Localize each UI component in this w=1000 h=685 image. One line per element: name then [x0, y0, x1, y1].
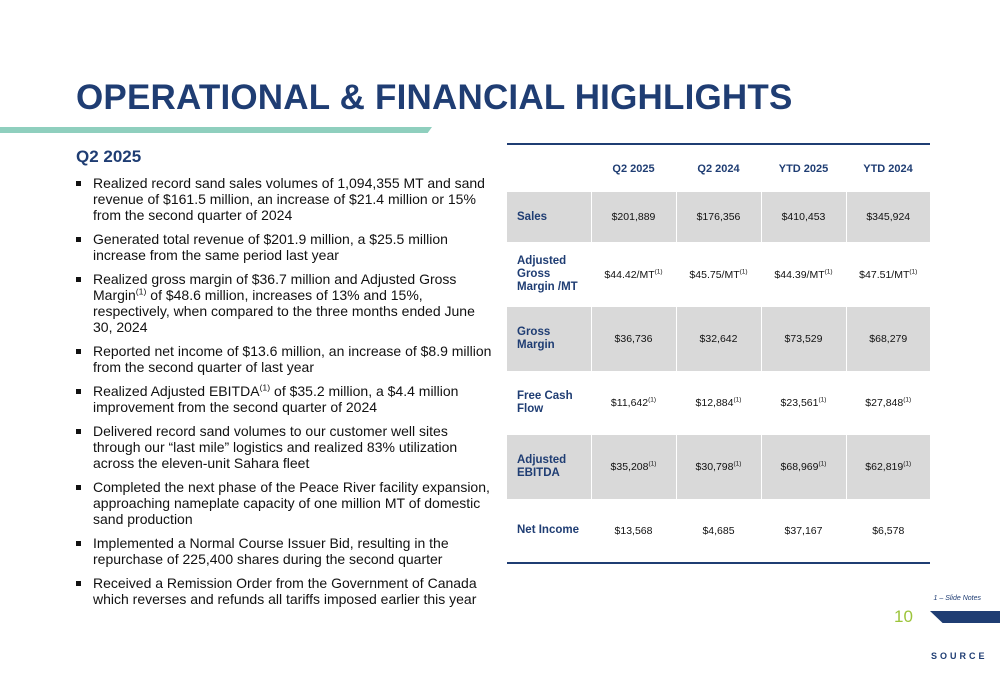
bullet-item: Implemented a Normal Course Issuer Bid, resulting in the repurchase of 225,400 shares during the second quarter	[76, 535, 496, 567]
table-cell: $13,568	[591, 499, 676, 563]
financial-table	[507, 143, 930, 564]
table-cell: $68,969$^{(1)}$	[761, 435, 846, 499]
bullet-item: Delivered record sand volumes to our customer well sites through our “last mile” logistics and realized 83% utilization across the eleven-unit Sahara fleet	[76, 423, 496, 471]
row-label: Adjusted EBITDA	[507, 435, 591, 499]
table-cell: $345,924	[846, 192, 930, 242]
bullet-text: Realized Adjusted EBITDA	[93, 383, 260, 399]
table-row	[507, 192, 930, 242]
table-cell: $47.51/MT$^{(1)}$	[846, 242, 930, 307]
table-cell: $36,736	[591, 307, 676, 371]
table-cell: $45.75/MT$^{(1)}$	[676, 242, 761, 307]
header-cell: YTD 2025	[761, 144, 846, 192]
bullet-item	[76, 271, 496, 335]
bullet-item: Received a Remission Order from the Government of Canada which reverses and refunds all tariffs imposed earlier this year	[76, 575, 496, 607]
header-cell: YTD 2024	[846, 144, 930, 192]
table-cell: $201,889	[591, 192, 676, 242]
bullet-item: Reported net income of $13.6 million, an increase of $8.9 million from the second quarter of last year	[76, 343, 496, 375]
table-cell: $176,356	[676, 192, 761, 242]
table-row	[507, 499, 930, 563]
table-cell: $32,642	[676, 307, 761, 371]
table-row	[507, 371, 930, 435]
company-logo: SOURCE	[931, 651, 988, 661]
page-title: OPERATIONAL & FINANCIAL HIGHLIGHTS	[76, 78, 793, 117]
bullet-item: Completed the next phase of the Peace River facility expansion, approaching nameplate capacity of one million MT of domestic sand production	[76, 479, 496, 527]
accent-divider	[0, 127, 432, 133]
table-header-row	[507, 144, 930, 192]
slide-footnote: 1 – Slide Notes	[933, 595, 981, 602]
row-label: Sales	[507, 192, 591, 242]
bullet-item: Realized record sand sales volumes of 1,094,355 MT and sand revenue of $161.5 million, an increase of $21.4 million or 15% from the second quarter of 2024	[76, 175, 496, 223]
footnote-marker: (1)	[135, 286, 147, 297]
table-cell: $44.39/MT$^{(1)}$	[761, 242, 846, 307]
row-label: Free Cash Flow	[517, 390, 573, 415]
row-label: Net Income	[507, 499, 591, 563]
table-row	[507, 435, 930, 499]
table-cell: $4,685	[676, 499, 761, 563]
bullet-text: of $48.6 million, increases of 13% and 15%, respectively, when compared to the three months ended June 30, 2024	[93, 287, 475, 335]
table-cell: $11,642$^{(1)}$	[591, 371, 676, 435]
table-cell: $73,529	[761, 307, 846, 371]
table-cell: $30,798$^{(1)}$	[676, 435, 761, 499]
bullet-item	[76, 383, 496, 415]
table-cell: $6,578	[846, 499, 930, 563]
header-cell: Q2 2024	[676, 144, 761, 192]
footnote-marker: (1)	[259, 382, 271, 393]
table-cell: $62,819$^{(1)}$	[846, 435, 930, 499]
table-cell: $35,208$^{(1)}$	[591, 435, 676, 499]
table-cell: $23,561$^{(1)}$	[761, 371, 846, 435]
bullet-item: Generated total revenue of $201.9 million, a $25.5 million increase from the same period last year	[76, 231, 496, 263]
header-cell	[507, 144, 591, 192]
row-label: Adjusted Gross Margin /MT	[517, 255, 578, 293]
table-row	[507, 242, 930, 307]
page-number: 10	[894, 607, 913, 626]
table-cell: $410,453	[761, 192, 846, 242]
header-cell: Q2 2025	[591, 144, 676, 192]
table-cell: $27,848$^{(1)}$	[846, 371, 930, 435]
table-cell: $68,279	[846, 307, 930, 371]
section-subheading: Q2 2025	[76, 147, 142, 166]
bullet-text: Realized gross margin of $36.7 million and Adjusted Gross Margin	[93, 271, 457, 303]
table-row	[507, 307, 930, 371]
page-number-bar	[930, 611, 1000, 623]
highlights-list	[76, 175, 496, 615]
bullet-text: of $35.2 million, a $4.4 million improvement from the second quarter of 2024	[93, 383, 459, 415]
table-cell: $12,884$^{(1)}$	[676, 371, 761, 435]
table-cell: $37,167	[761, 499, 846, 563]
row-label: Gross Margin	[507, 307, 591, 371]
table-cell: $44.42/MT$^{(1)}$	[591, 242, 676, 307]
